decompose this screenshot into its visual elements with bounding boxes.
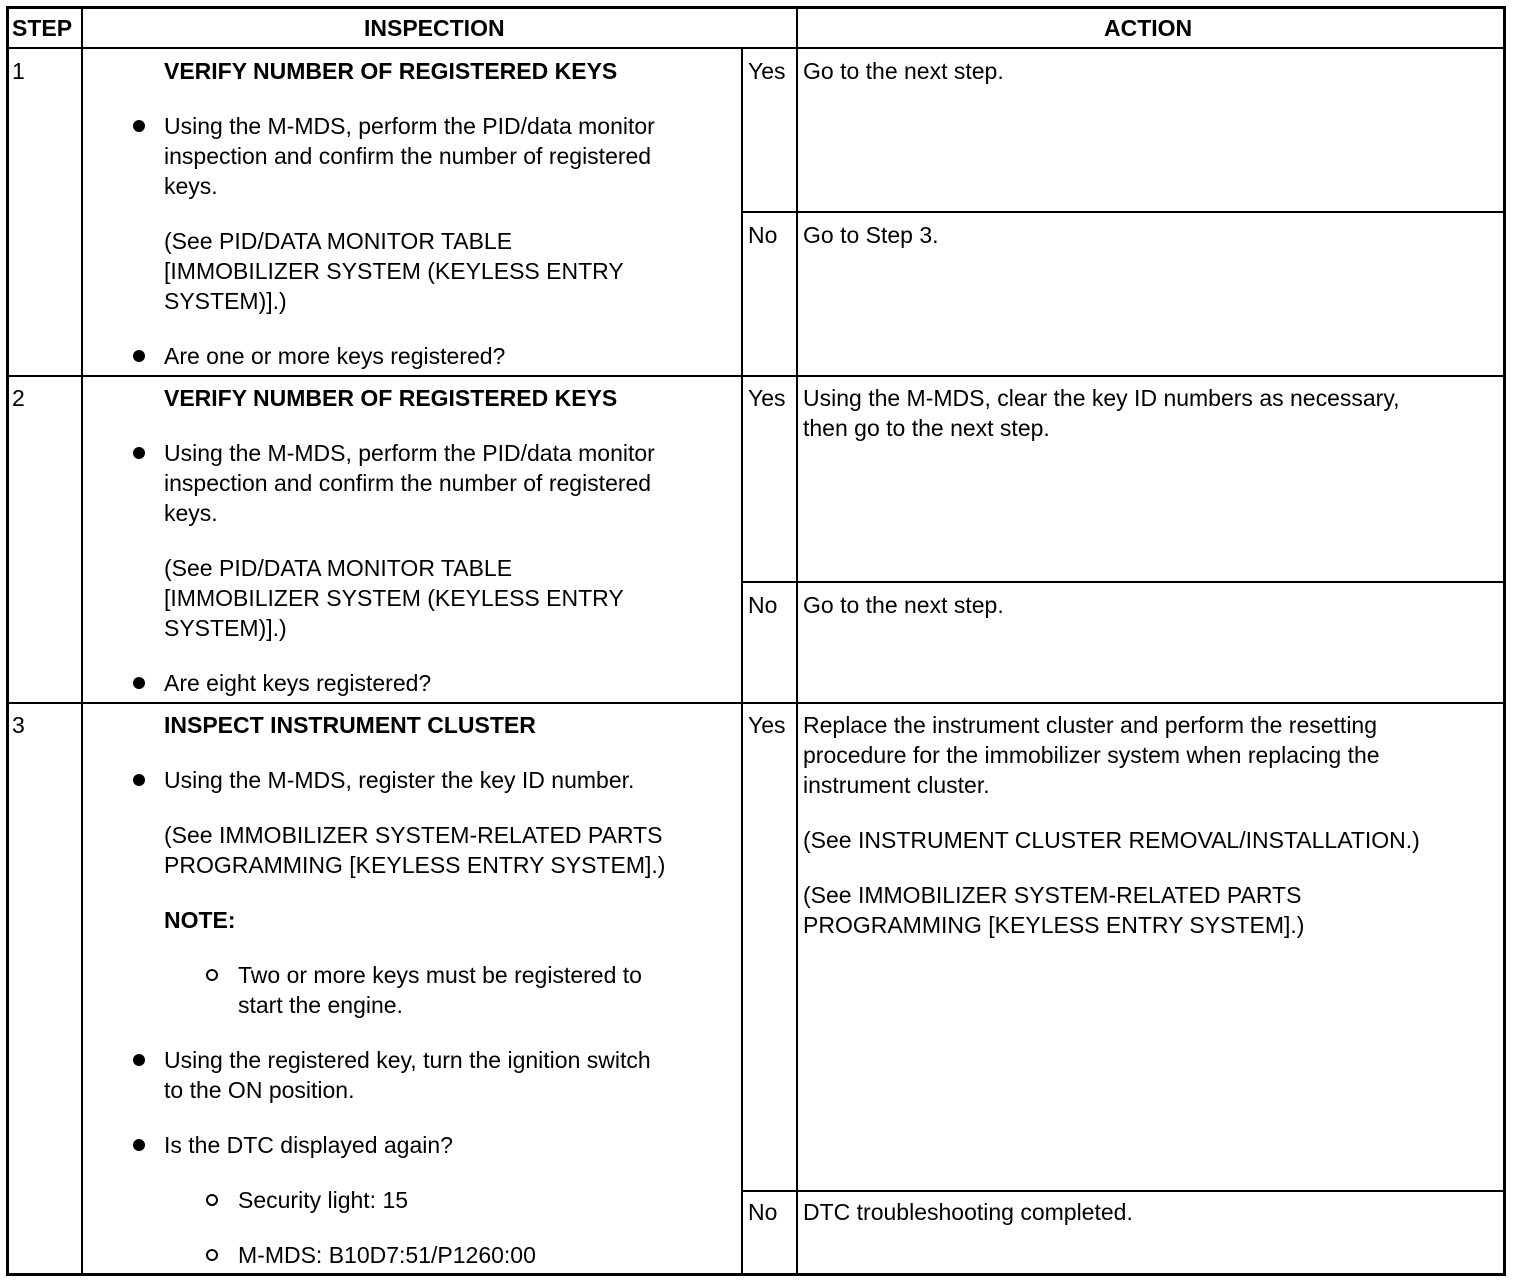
yes-action: procedure for the immobilizer system when replacing the [803, 742, 1380, 768]
inspection-text: inspection and confirm the number of registered [164, 143, 652, 169]
col-divider-step [81, 6, 83, 1276]
inspection-title: VERIFY NUMBER OF REGISTERED KEYS [164, 58, 618, 84]
header-inspection: INSPECTION [364, 15, 505, 41]
sub-bullet-icon [206, 1249, 218, 1261]
yes-action: Go to the next step. [803, 58, 1004, 84]
yes-action: Replace the instrument cluster and perform the resetting [803, 712, 1378, 738]
row-divider-2 [6, 702, 1506, 704]
header-step: STEP [12, 15, 73, 41]
sub-item: Security light: 15 [238, 1187, 409, 1213]
col-divider-action [796, 6, 798, 1276]
step-number: 1 [12, 58, 25, 84]
yesno-divider-2 [741, 581, 1506, 583]
bullet-icon [133, 677, 145, 689]
note-text: Two or more keys must be registered to [238, 962, 642, 988]
no-label: No [748, 592, 778, 618]
reference-text: (See PID/DATA MONITOR TABLE [164, 555, 513, 581]
no-action: Go to Step 3. [803, 222, 939, 248]
reference-text: [IMMOBILIZER SYSTEM (KEYLESS ENTRY [164, 585, 624, 611]
bullet-icon [133, 774, 145, 786]
reference-text: [IMMOBILIZER SYSTEM (KEYLESS ENTRY [164, 258, 624, 284]
reference-text: SYSTEM)].) [164, 615, 287, 641]
yesno-divider-1 [741, 211, 1506, 213]
sub-bullet-icon [206, 969, 218, 981]
bullet-icon [133, 120, 145, 132]
header-divider [6, 47, 1506, 49]
yes-label: Yes [748, 58, 786, 84]
inspection-question: Is the DTC displayed again? [164, 1132, 453, 1158]
yes-label: Yes [748, 385, 786, 411]
no-label: No [748, 222, 778, 248]
yes-action: instrument cluster. [803, 772, 990, 798]
step-number: 3 [12, 712, 25, 738]
inspection-question: Are eight keys registered? [164, 670, 432, 696]
step-number: 2 [12, 385, 25, 411]
inspection-text: Using the M-MDS, perform the PID/data monitor [164, 113, 655, 139]
inspection-text: keys. [164, 500, 218, 526]
yes-action: Using the M-MDS, clear the key ID numbers as necessary, [803, 385, 1400, 411]
reference-text: (See INSTRUMENT CLUSTER REMOVAL/INSTALLATION.) [803, 827, 1420, 853]
no-label: No [748, 1199, 778, 1225]
reference-text: SYSTEM)].) [164, 288, 287, 314]
row-divider-1 [6, 375, 1506, 377]
no-action: DTC troubleshooting completed. [803, 1199, 1133, 1225]
inspection-text: Using the M-MDS, register the key ID number. [164, 767, 635, 793]
yesno-divider-3 [741, 1190, 1506, 1192]
bullet-icon [133, 1054, 145, 1066]
reference-text: PROGRAMMING [KEYLESS ENTRY SYSTEM].) [803, 912, 1305, 938]
yes-label: Yes [748, 712, 786, 738]
inspection-text: Using the M-MDS, perform the PID/data monitor [164, 440, 655, 466]
inspection-question: Are one or more keys registered? [164, 343, 506, 369]
sub-bullet-icon [206, 1194, 218, 1206]
reference-text: (See IMMOBILIZER SYSTEM-RELATED PARTS [803, 882, 1302, 908]
reference-text: PROGRAMMING [KEYLESS ENTRY SYSTEM].) [164, 852, 666, 878]
inspection-title: INSPECT INSTRUMENT CLUSTER [164, 712, 536, 738]
reference-text: (See PID/DATA MONITOR TABLE [164, 228, 513, 254]
bullet-icon [133, 447, 145, 459]
no-action: Go to the next step. [803, 592, 1004, 618]
col-divider-yesno [741, 48, 743, 1276]
bullet-icon [133, 350, 145, 362]
note-text: start the engine. [238, 992, 403, 1018]
inspection-text: Using the registered key, turn the ignition switch [164, 1047, 651, 1073]
bullet-icon [133, 1139, 145, 1151]
inspection-text: inspection and confirm the number of registered [164, 470, 652, 496]
yes-action: then go to the next step. [803, 415, 1050, 441]
reference-text: (See IMMOBILIZER SYSTEM-RELATED PARTS [164, 822, 663, 848]
inspection-text: to the ON position. [164, 1077, 355, 1103]
inspection-title: VERIFY NUMBER OF REGISTERED KEYS [164, 385, 618, 411]
inspection-text: keys. [164, 173, 218, 199]
note-label: NOTE: [164, 907, 236, 933]
header-action: ACTION [1104, 15, 1193, 41]
sub-item: M-MDS: B10D7:51/P1260:00 [238, 1242, 536, 1268]
